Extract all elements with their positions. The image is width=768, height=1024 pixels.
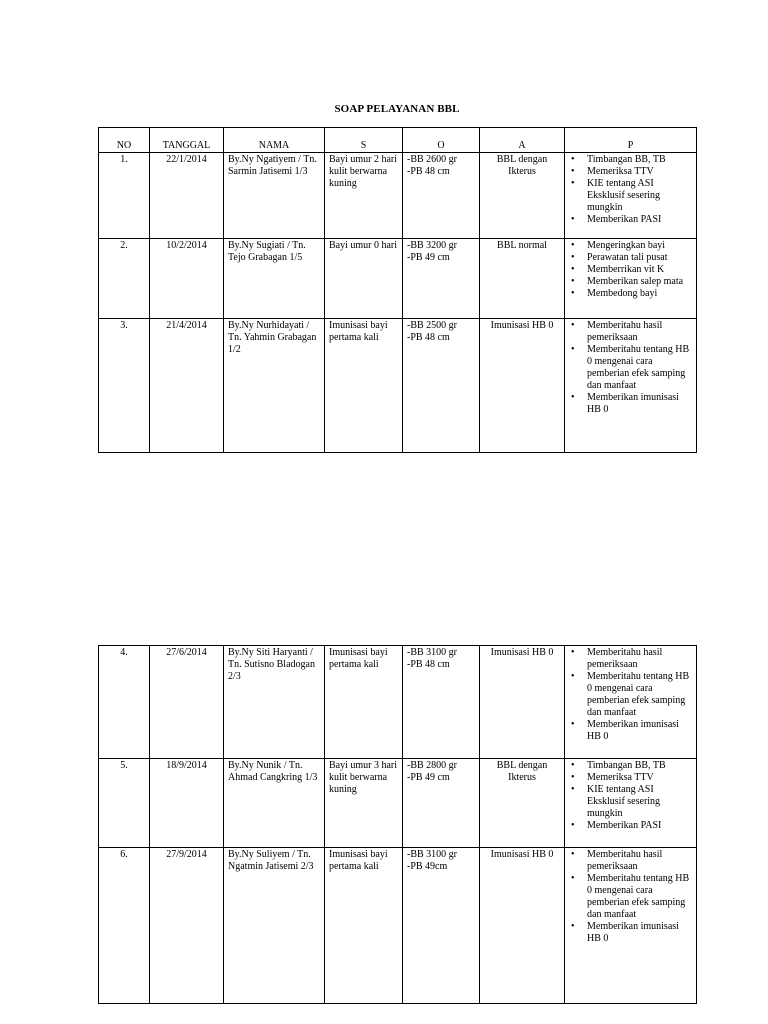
cell-o [403,153,480,239]
cell-o [403,319,480,453]
list-item: • Memberikan imunisasi HB 0 [587,719,692,743]
cell-nama: By.Ny Nunik / Tn. Ahmad Cangkring 1/3 [224,759,325,848]
list-item: • Timbangan BB, TB [587,760,692,772]
cell-s: Imunisasi bayi pertama kali [325,646,403,759]
cell-p [565,239,697,319]
cell-nama: By.Ny Siti Haryanti / Tn. Sutisno Bladogan 2/3 [224,646,325,759]
cell-s: Imunisasi bayi pertama kali [325,319,403,453]
header-tanggal: TANGGAL [150,128,224,153]
cell-a: BBL dengan Ikterus [480,153,565,239]
list-item: • Memberitahu tentang HB 0 mengenai cara pemberian efek samping dan manfaat [587,873,692,921]
cell-no: 5. [99,759,150,848]
cell-nama: By.Ny Suliyem / Tn. Ngatmin Jatisemi 2/3 [224,848,325,1004]
cell-tanggal: 18/9/2014 [150,759,224,848]
list-item: • KIE tentang ASI Eksklusif sesering mungkin [587,784,692,820]
cell-no: 6. [99,848,150,1004]
soap-table-1 [98,127,697,453]
cell-o [403,759,480,848]
cell-s: Bayi umur 3 hari kulit berwarna kuning [325,759,403,848]
cell-o-bb: -BB 3200 gr [407,240,457,251]
cell-a: Imunisasi HB 0 [480,646,565,759]
cell-s: Bayi umur 0 hari [325,239,403,319]
table-row [99,848,697,1004]
list-item: • Perawatan tali pusat [587,252,692,264]
cell-o [403,848,480,1004]
cell-o [403,239,480,319]
cell-o-bb: -BB 3100 gr [407,647,457,658]
list-item: • Membedong bayi [587,288,692,300]
cell-o-pb: -PB 49cm [407,861,448,872]
list-item: • Memberikan PASI [587,820,692,832]
header-no: NO [99,128,150,153]
list-item: • Memberikan imunisasi HB 0 [587,921,692,945]
cell-a: Imunisasi HB 0 [480,848,565,1004]
cell-tanggal: 22/1/2014 [150,153,224,239]
soap-table-2 [98,645,697,1004]
cell-p [565,646,697,759]
table-row [99,239,697,319]
list-item: • Memberikan imunisasi HB 0 [587,392,692,416]
table-row [99,319,697,453]
cell-o-bb: -BB 2800 gr [407,760,457,771]
cell-p [565,153,697,239]
cell-tanggal: 10/2/2014 [150,239,224,319]
cell-p [565,319,697,453]
list-item: • Memberitahu tentang HB 0 mengenai cara pemberian efek samping dan manfaat [587,671,692,719]
cell-tanggal: 21/4/2014 [150,319,224,453]
cell-nama: By.Ny Nurhidayati / Tn. Yahmin Grabagan 1/2 [224,319,325,453]
list-item: • Memeriksa TTV [587,772,692,784]
cell-tanggal: 27/9/2014 [150,848,224,1004]
list-item: • Memberitahu hasil pemeriksaan [587,647,692,671]
header-p: P [565,128,697,153]
cell-o-bb: -BB 3100 gr [407,849,457,860]
document-title: SOAP PELAYANAN BBL [334,103,460,115]
cell-a: BBL dengan Ikterus [480,759,565,848]
cell-o-pb: -PB 49 cm [407,772,450,783]
table-row [99,759,697,848]
cell-nama: By.Ny Ngatiyem / Tn. Sarmin Jatisemi 1/3 [224,153,325,239]
cell-o-bb: -BB 2500 gr [407,320,457,331]
cell-o-pb: -PB 48 cm [407,659,450,670]
table-row [99,646,697,759]
cell-a: BBL normal [480,239,565,319]
cell-p [565,759,697,848]
cell-s: Bayi umur 2 hari kulit berwarna kuning [325,153,403,239]
list-item: • Memeriksa TTV [587,166,692,178]
list-item: • Timbangan BB, TB [587,154,692,166]
cell-o-pb: -PB 48 cm [407,332,450,343]
header-a: A [480,128,565,153]
cell-s: Imunisasi bayi pertama kali [325,848,403,1004]
list-item: • Memberitahu tentang HB 0 mengenai cara pemberian efek samping dan manfaat [587,344,692,392]
list-item: • Memberrikan vit K [587,264,692,276]
table-row [99,153,697,239]
header-s: S [325,128,403,153]
cell-no: 3. [99,319,150,453]
header-nama: NAMA [224,128,325,153]
cell-no: 2. [99,239,150,319]
cell-o [403,646,480,759]
cell-o-bb: -BB 2600 gr [407,154,457,165]
list-item: • KIE tentang ASI Eksklusif sesering mungkin [587,178,692,214]
cell-p [565,848,697,1004]
cell-a: Imunisasi HB 0 [480,319,565,453]
cell-tanggal: 27/6/2014 [150,646,224,759]
table-header-row [99,128,697,153]
cell-no: 4. [99,646,150,759]
list-item: • Memberikan PASI [587,214,692,226]
list-item: • Memberikan salep mata [587,276,692,288]
list-item: • Mengeringkan bayi [587,240,692,252]
header-o: O [403,128,480,153]
cell-o-pb: -PB 49 cm [407,252,450,263]
cell-nama: By.Ny Sugiati / Tn. Tejo Grabagan 1/5 [224,239,325,319]
list-item: • Memberitahu hasil pemeriksaan [587,320,692,344]
list-item: • Memberitahu hasil pemeriksaan [587,849,692,873]
cell-o-pb: -PB 48 cm [407,166,450,177]
cell-no: 1. [99,153,150,239]
